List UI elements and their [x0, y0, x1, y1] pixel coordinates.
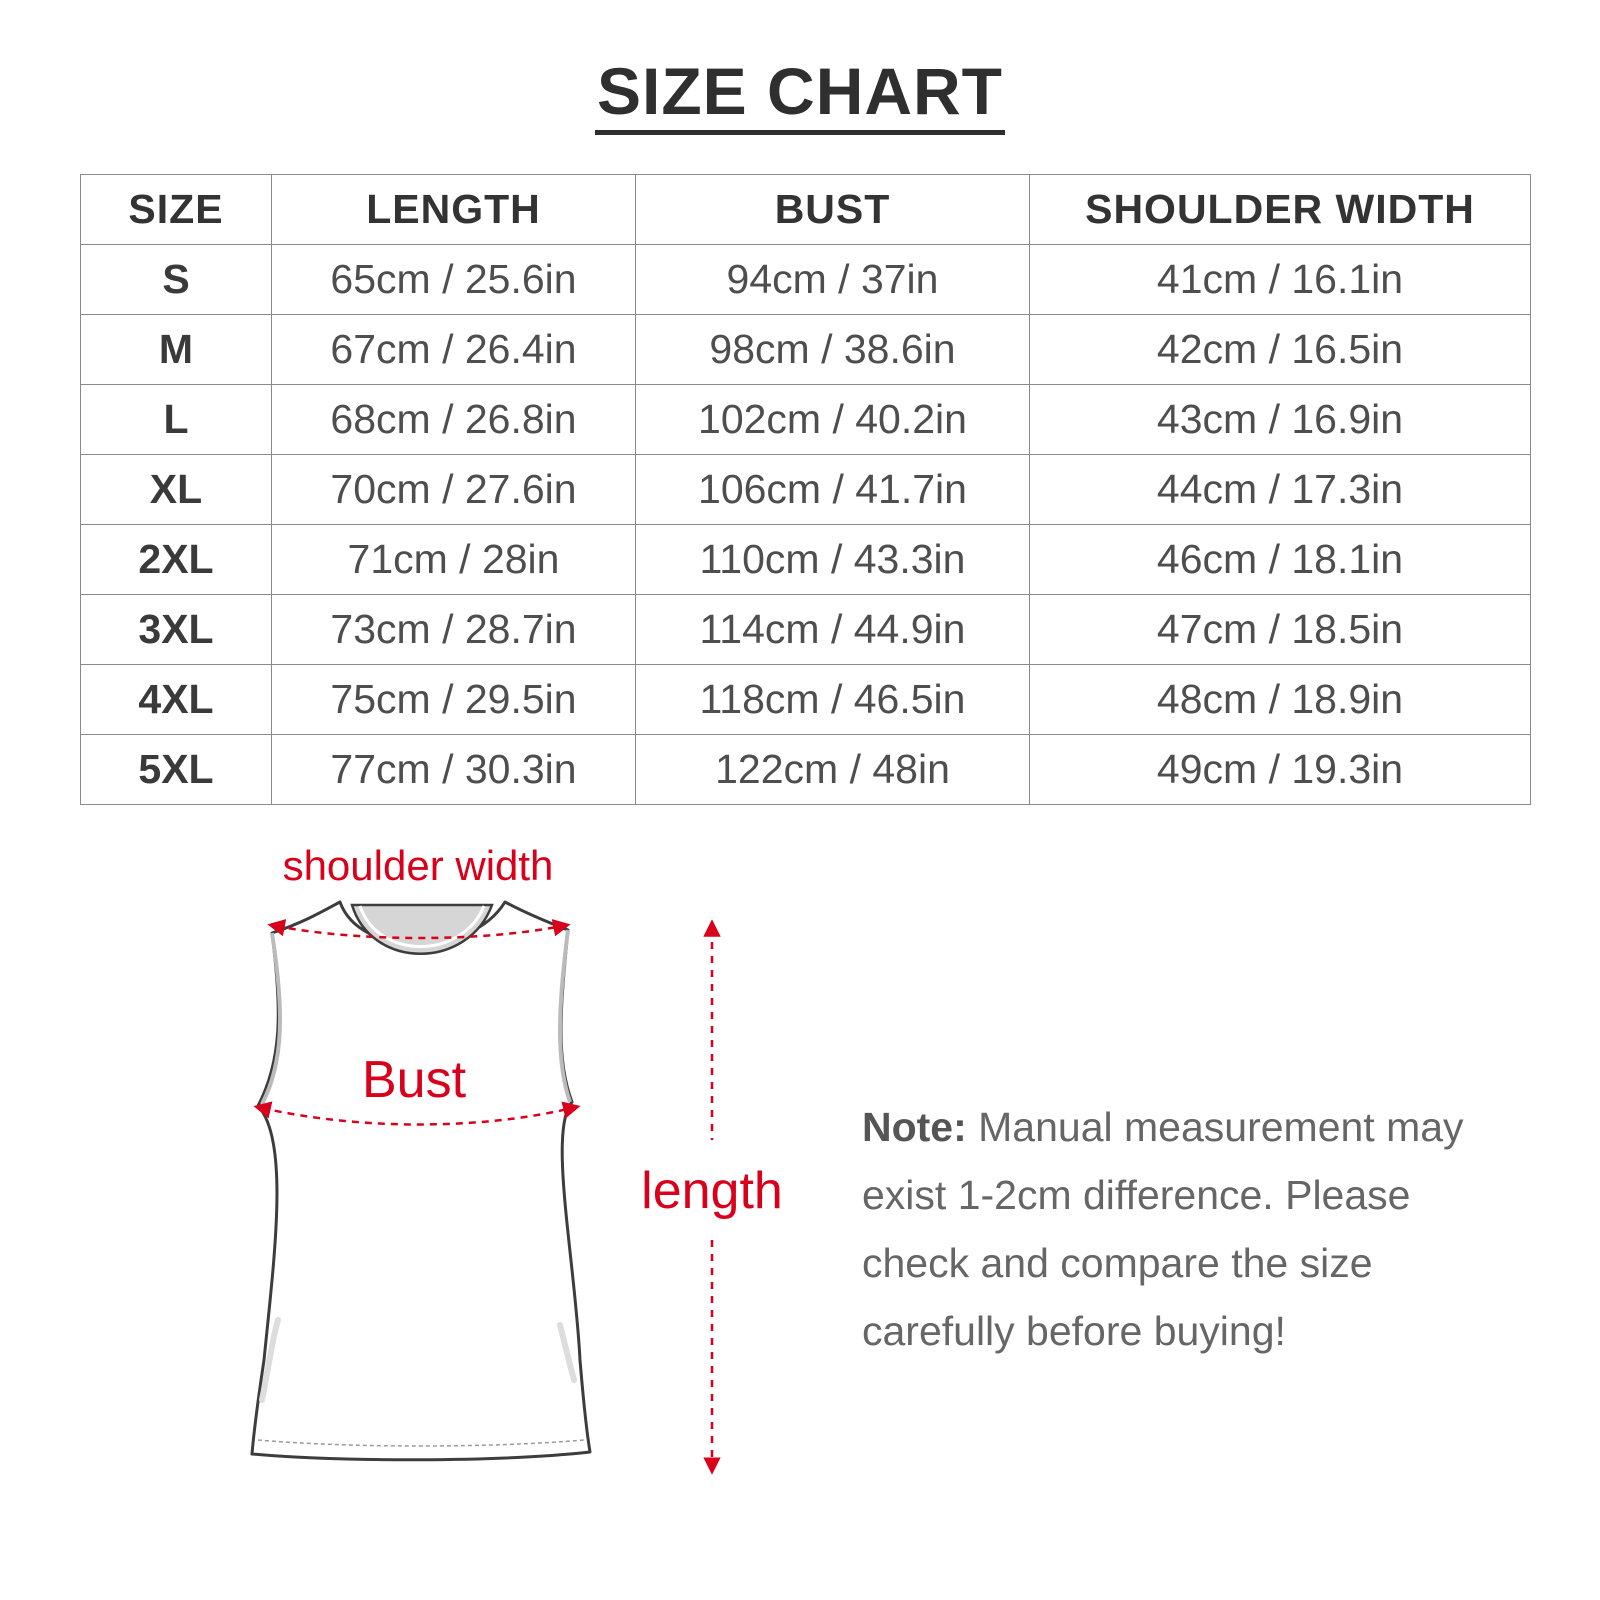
- size-cell: L: [81, 385, 272, 455]
- length-cell: 68cm / 26.8in: [272, 385, 636, 455]
- size-cell: 4XL: [81, 665, 272, 735]
- size-cell: XL: [81, 455, 272, 525]
- shoulder-cell: 44cm / 17.3in: [1030, 455, 1531, 525]
- table-row: [81, 315, 1531, 385]
- header-shoulder-width: SHOULDER WIDTH: [1030, 175, 1531, 245]
- table-row: [81, 665, 1531, 735]
- table-row: [81, 385, 1531, 455]
- note-body: Manual measurement may exist 1-2cm difference. Please check and compare the size carefully before buying!: [862, 1104, 1464, 1354]
- table-row: [81, 735, 1531, 805]
- length-cell: 65cm / 25.6in: [272, 245, 636, 315]
- tank-top-icon: [252, 902, 590, 1460]
- note-label: Note:: [862, 1104, 967, 1150]
- page-title-text: SIZE CHART: [595, 52, 1005, 135]
- header-length: LENGTH: [272, 175, 636, 245]
- shoulder-cell: 41cm / 16.1in: [1030, 245, 1531, 315]
- length-cell: 77cm / 30.3in: [272, 735, 636, 805]
- header-bust: BUST: [636, 175, 1030, 245]
- length-label: length: [641, 1162, 783, 1220]
- shoulder-width-label: shoulder width: [282, 842, 554, 889]
- bust-cell: 98cm / 38.6in: [636, 315, 1030, 385]
- bust-cell: 102cm / 40.2in: [636, 385, 1030, 455]
- size-table: [80, 174, 1531, 805]
- table-row: [81, 455, 1531, 525]
- length-cell: 67cm / 26.4in: [272, 315, 636, 385]
- table-row: [81, 245, 1531, 315]
- page-title: [0, 52, 1600, 135]
- bust-cell: 122cm / 48in: [636, 735, 1030, 805]
- measurement-diagram: [0, 840, 820, 1520]
- table-row: [81, 595, 1531, 665]
- shoulder-cell: 46cm / 18.1in: [1030, 525, 1531, 595]
- length-cell: 73cm / 28.7in: [272, 595, 636, 665]
- size-cell: 3XL: [81, 595, 272, 665]
- bust-cell: 94cm / 37in: [636, 245, 1030, 315]
- size-cell: 5XL: [81, 735, 272, 805]
- length-cell: 75cm / 29.5in: [272, 665, 636, 735]
- bust-cell: 114cm / 44.9in: [636, 595, 1030, 665]
- shoulder-cell: 48cm / 18.9in: [1030, 665, 1531, 735]
- bust-label: Bust: [361, 1051, 467, 1109]
- length-cell: 71cm / 28in: [272, 525, 636, 595]
- length-cell: 70cm / 27.6in: [272, 455, 636, 525]
- note-text: [862, 1093, 1502, 1365]
- bust-cell: 106cm / 41.7in: [636, 455, 1030, 525]
- size-cell: 2XL: [81, 525, 272, 595]
- header-size: SIZE: [81, 175, 272, 245]
- shoulder-cell: 43cm / 16.9in: [1030, 385, 1531, 455]
- table-header-row: [81, 175, 1531, 245]
- bust-cell: 118cm / 46.5in: [636, 665, 1030, 735]
- shoulder-cell: 49cm / 19.3in: [1030, 735, 1531, 805]
- shoulder-cell: 42cm / 16.5in: [1030, 315, 1531, 385]
- size-cell: M: [81, 315, 272, 385]
- bust-cell: 110cm / 43.3in: [636, 525, 1030, 595]
- table-row: [81, 525, 1531, 595]
- shoulder-cell: 47cm / 18.5in: [1030, 595, 1531, 665]
- size-cell: S: [81, 245, 272, 315]
